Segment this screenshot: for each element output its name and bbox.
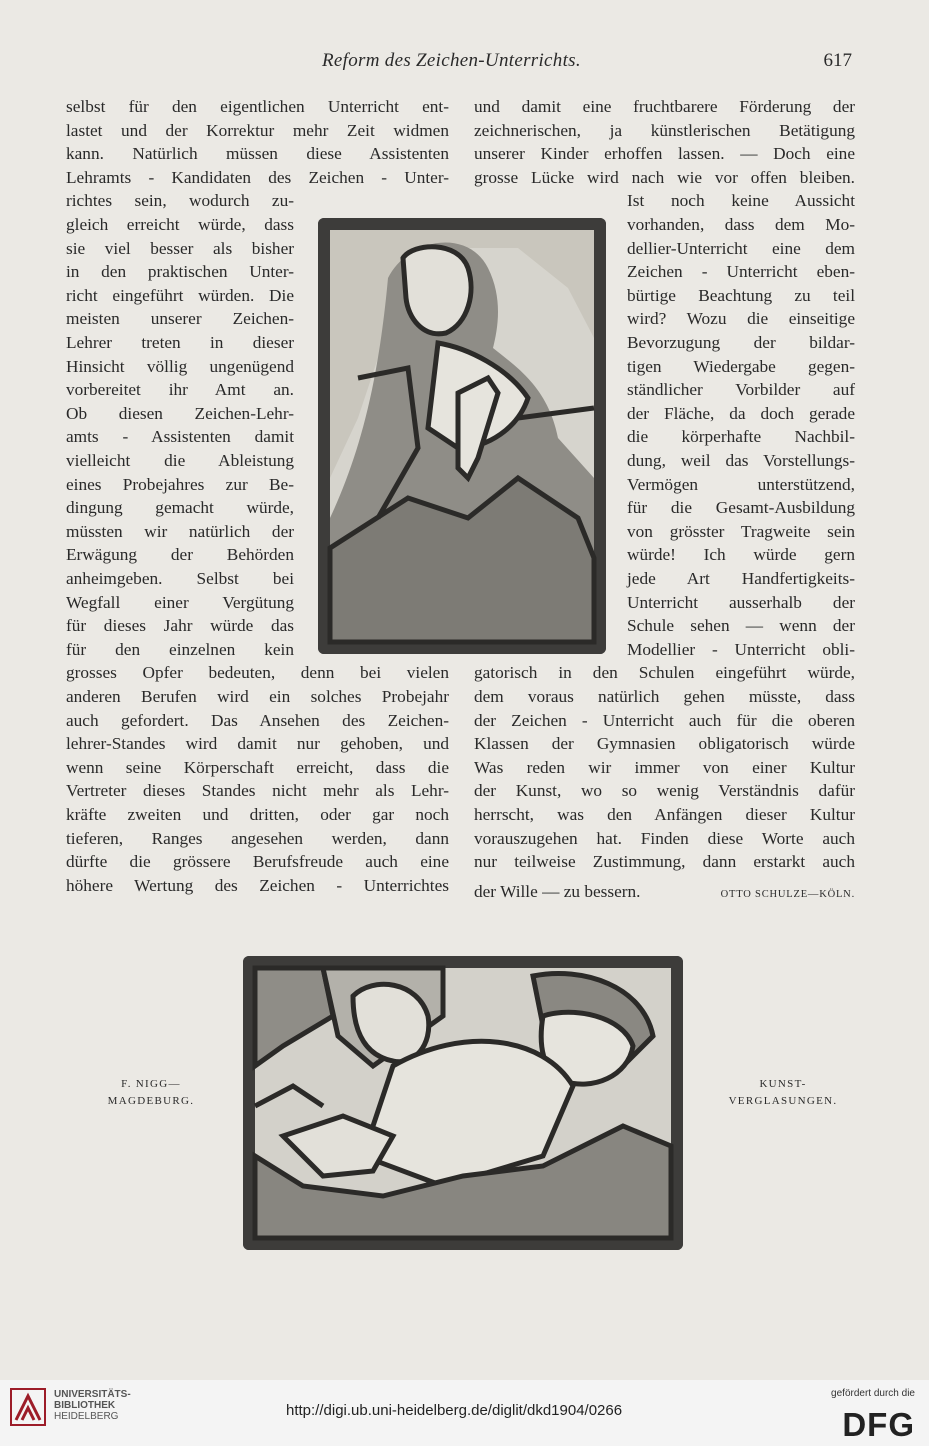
viewer-footer bbox=[0, 1380, 929, 1446]
running-title: Reform des Zeichen-Unterrichts. bbox=[322, 50, 581, 71]
text-line: in den praktischen Unter- bbox=[66, 262, 294, 282]
library-logo-icon bbox=[10, 1388, 46, 1426]
author-signature: OTTO SCHULZE—KÖLN. bbox=[720, 889, 855, 900]
text-line: grosses Opfer bedeuten, denn bei vielen bbox=[66, 663, 449, 683]
text-line: für den einzelnen kein bbox=[66, 639, 294, 659]
caption-artist bbox=[96, 1076, 206, 1110]
text-line: richt eingeführt würden. Die bbox=[66, 285, 294, 305]
text-line: Hinsicht völlig ungenügend bbox=[66, 356, 294, 376]
text-line: unserer Kinder erhoffen lassen. — Doch eine bbox=[474, 144, 855, 164]
caption-artist-line: MAGDEBURG. bbox=[107, 1095, 195, 1107]
caption-title-line: KUNST- bbox=[759, 1078, 807, 1090]
text-line: grosse Lücke wird nach wie vor offen bleiben. bbox=[474, 167, 855, 187]
text-line: meisten unserer Zeichen- bbox=[66, 309, 294, 329]
text-line: selbst für den eigentlichen Unterricht ent- bbox=[66, 97, 449, 116]
text-line: höhere Wertung des Zeichen - Unterrichtes bbox=[66, 875, 449, 895]
caption-title bbox=[718, 1076, 848, 1110]
text-line: lehrer-Standes wird damit nur gehoben, und bbox=[66, 734, 449, 754]
text-line: lastet und der Korrektur mehr Zeit widmen bbox=[66, 120, 449, 140]
text-line: Ist noch keine Aussicht bbox=[627, 191, 855, 211]
text-line: wird? Wozu die einseitige bbox=[627, 309, 855, 329]
text-line: vorauszugehen hat. Finden diese Worte auch bbox=[474, 828, 855, 848]
text-line: zeichnerischen, ja künstlerischen Betätigung bbox=[474, 120, 855, 140]
text-line: ständlicher Vorbilder auf bbox=[627, 380, 855, 400]
library-name-line: HEIDELBERG bbox=[54, 1411, 119, 1422]
text-line: für die Gesamt-Ausbildung bbox=[627, 498, 855, 518]
text-line: herrscht, was den Anfängen dieser Kultur bbox=[474, 805, 855, 824]
text-line: anderen Berufen wird ein solches Probejahr bbox=[66, 687, 449, 706]
text-line: für dieses Jahr würde das bbox=[66, 616, 294, 636]
text-line: Wegfall einer Vergütung bbox=[66, 592, 294, 612]
text-line: und damit eine fruchtbarere Förderung der bbox=[474, 97, 855, 116]
text-line: von grösster Tragweite sein bbox=[627, 521, 855, 541]
text-line: Ob diesen Zeichen-Lehr- bbox=[66, 403, 294, 423]
text-line: gleich erreicht würde, dass bbox=[66, 215, 294, 234]
caption-title-line: VERGLASUNGEN. bbox=[728, 1095, 838, 1107]
text-line: der Kunst, wo so wenig Verständnis dafür bbox=[474, 781, 855, 801]
closing-text: der Wille — zu bessern. bbox=[474, 882, 641, 901]
closing-line bbox=[474, 882, 855, 905]
text-line: gatorisch in den Schulen eingeführt würde, bbox=[474, 663, 855, 683]
text-line: kräfte zweiten und dritten, oder gar noch bbox=[66, 805, 449, 824]
text-line: Vertreter dieses Standes nicht mehr als Lehr- bbox=[66, 781, 449, 801]
dfg-logo: DFG bbox=[842, 1406, 915, 1443]
library-name-line: BIBLIOTHEK bbox=[54, 1400, 116, 1411]
text-line: Lehramts - Kandidaten des Zeichen - Unter- bbox=[66, 167, 449, 187]
text-line: bürtige Beachtung zu teil bbox=[627, 285, 855, 305]
text-line: amts - Assistenten damit bbox=[66, 427, 294, 447]
library-name bbox=[54, 1389, 131, 1422]
permalink-url[interactable]: http://digi.ub.uni-heidelberg.de/diglit/dkd1904/0266 bbox=[286, 1402, 623, 1419]
text-line: vielleicht die Ableistung bbox=[66, 451, 294, 470]
text-line: dem voraus natürlich gehen müsste, dass bbox=[474, 687, 855, 706]
text-line: Klassen der Gymnasien obligatorisch würde bbox=[474, 734, 855, 754]
text-line: der Fläche, da doch gerade bbox=[627, 403, 855, 423]
text-line: vorhanden, dass dem Mo- bbox=[627, 215, 855, 234]
text-line: wenn seine Körperschaft erreicht, dass die bbox=[66, 757, 449, 777]
text-line: würde! Ich würde gern bbox=[627, 545, 855, 565]
text-line: Unterricht ausserhalb der bbox=[627, 592, 855, 612]
text-line: sie viel besser als bisher bbox=[66, 238, 294, 258]
text-line: der Zeichen - Unterricht auch für die oberen bbox=[474, 710, 855, 730]
text-line: Modellier - Unterricht obli- bbox=[627, 639, 855, 659]
text-line: richtes sein, wodurch zu- bbox=[66, 191, 294, 211]
text-line: jede Art Handfertigkeits- bbox=[627, 569, 855, 588]
text-line: die körperhafte Nachbil- bbox=[627, 427, 855, 447]
text-line: Was reden wir immer von einer Kultur bbox=[474, 757, 855, 777]
text-line: dung, weil das Vorstellungs- bbox=[627, 451, 855, 470]
text-line: dingung gemacht würde, bbox=[66, 498, 294, 518]
text-line: tigen Wiedergabe gegen- bbox=[627, 356, 855, 376]
text-line: Vermögen unterstützend, bbox=[627, 474, 855, 494]
page-header bbox=[0, 50, 929, 80]
stained-glass-figure-woman bbox=[318, 218, 606, 654]
stained-glass-figure-couple bbox=[243, 956, 683, 1250]
text-line: Schule sehen — wenn der bbox=[627, 616, 855, 636]
text-line: müssten wir natürlich der bbox=[66, 521, 294, 541]
text-line: auch gefordert. Das Ansehen des Zeichen- bbox=[66, 710, 449, 730]
text-line: Zeichen - Unterricht eben- bbox=[627, 262, 855, 282]
text-line: tieferen, Ranges angesehen werden, dann bbox=[66, 828, 449, 848]
text-line: dellier-Unterricht eine dem bbox=[627, 238, 855, 258]
text-line: dürfte die grössere Berufsfreude auch eine bbox=[66, 852, 449, 872]
text-line: nur teilweise Zustimmung, dann erstarkt auch bbox=[474, 852, 855, 872]
text-line: Lehrer treten in dieser bbox=[66, 333, 294, 352]
text-line: vorbereitet ihr Amt an. bbox=[66, 380, 294, 400]
library-name-line: UNIVERSITÄTS- bbox=[54, 1389, 131, 1400]
text-line: anheimgeben. Selbst bei bbox=[66, 569, 294, 588]
text-line: eines Probejahres zur Be- bbox=[66, 474, 294, 494]
funded-by-label: gefördert durch die bbox=[831, 1388, 915, 1399]
text-line: Erwägung der Behörden bbox=[66, 545, 294, 565]
text-line: Bevorzugung der bildar- bbox=[627, 333, 855, 352]
caption-artist-line: F. NIGG— bbox=[121, 1078, 181, 1090]
text-line: kann. Natürlich müssen diese Assistenten bbox=[66, 144, 449, 164]
page-number: 617 bbox=[823, 50, 852, 71]
